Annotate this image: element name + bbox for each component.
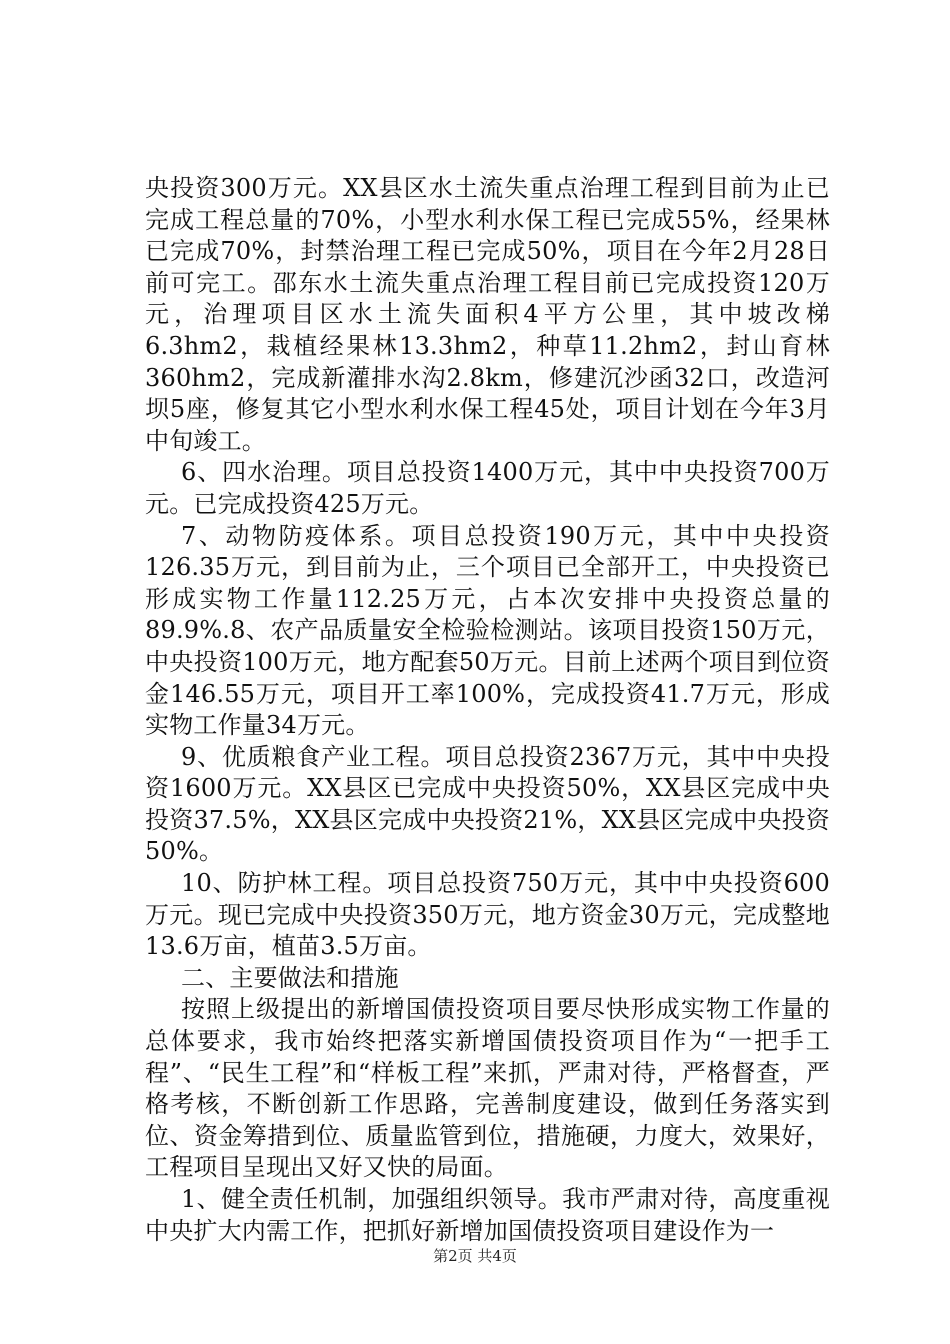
paragraph: 按照上级提出的新增国债投资项目要尽快形成实物工作量的总体要求，我市始终把落实新增国债投资项目作为“一把手工程”、“民生工程”和“样板工程”来抓，严肃对待，严格督查，严格考核，不断创新工作思路，完善制度建设，做到任务落实到位、资金筹措到位、质量监管到位，措施硬，力度大，效果好，工程项目呈现出又好又快的局面。 (145, 995, 830, 1182)
section-heading: 二、主要做法和措施 (181, 963, 399, 992)
paragraph: 6、四水治理。项目总投资1400万元，其中中央投资700万元。已完成投资425万元。 (145, 458, 830, 518)
page-number-footer: 第2页 共4页 (433, 1247, 517, 1265)
paragraph: 10、防护林工程。项目总投资750万元，其中中央投资600万元。现已完成中央投资350万元，地方资金30万元，完成整地13.6万亩，植苗3.5万亩。 (145, 869, 830, 961)
document-body (145, 173, 830, 1247)
paragraph: 9、优质粮食产业工程。项目总投资2367万元，其中中央投资1600万元。XX县区已完成中央投资50%，XX县区完成中央投资37.5%，XX县区完成中央投资21%，XX县区完成中央投资50%。 (145, 742, 830, 866)
paragraph: 7、动物防疫体系。项目总投资190万元，其中中央投资126.35万元，到目前为止，三个项目已全部开工，中央投资已形成实物工作量112.25万元，占本次安排中央投资总量的89.9%.8、农产品质量安全检验检测站。该项目投资150万元，中央投资100万元，地方配套50万元。目前上述两个项目到位资金146.55万元，项目开工率100%，完成投资41.7万元，形成实物工作量34万元。 (145, 521, 830, 740)
paragraph: 央投资300万元。XX县区水土流失重点治理工程到目前为止已完成工程总量的70%，小型水利水保工程已完成55%，经果林已完成70%，封禁治理工程已完成50%，项目在今年2月28日前可完工。邵东水土流失重点治理工程目前已完成投资120万元，治理项目区水土流失面积4平方公里，其中坡改梯6.3hm2，栽植经果林13.3hm2，种草11.2hm2，封山育林360hm2，完成新灌排水沟2.8km，修建沉沙函32口，改造河坝5座，修复其它小型水利水保工程45处，项目计划在今年3月中旬竣工。 (145, 174, 830, 455)
paragraph: 1、健全责任机制，加强组织领导。我市严肃对待，高度重视中央扩大内需工作，把抓好新增加国债投资项目建设作为一 (145, 1185, 830, 1245)
